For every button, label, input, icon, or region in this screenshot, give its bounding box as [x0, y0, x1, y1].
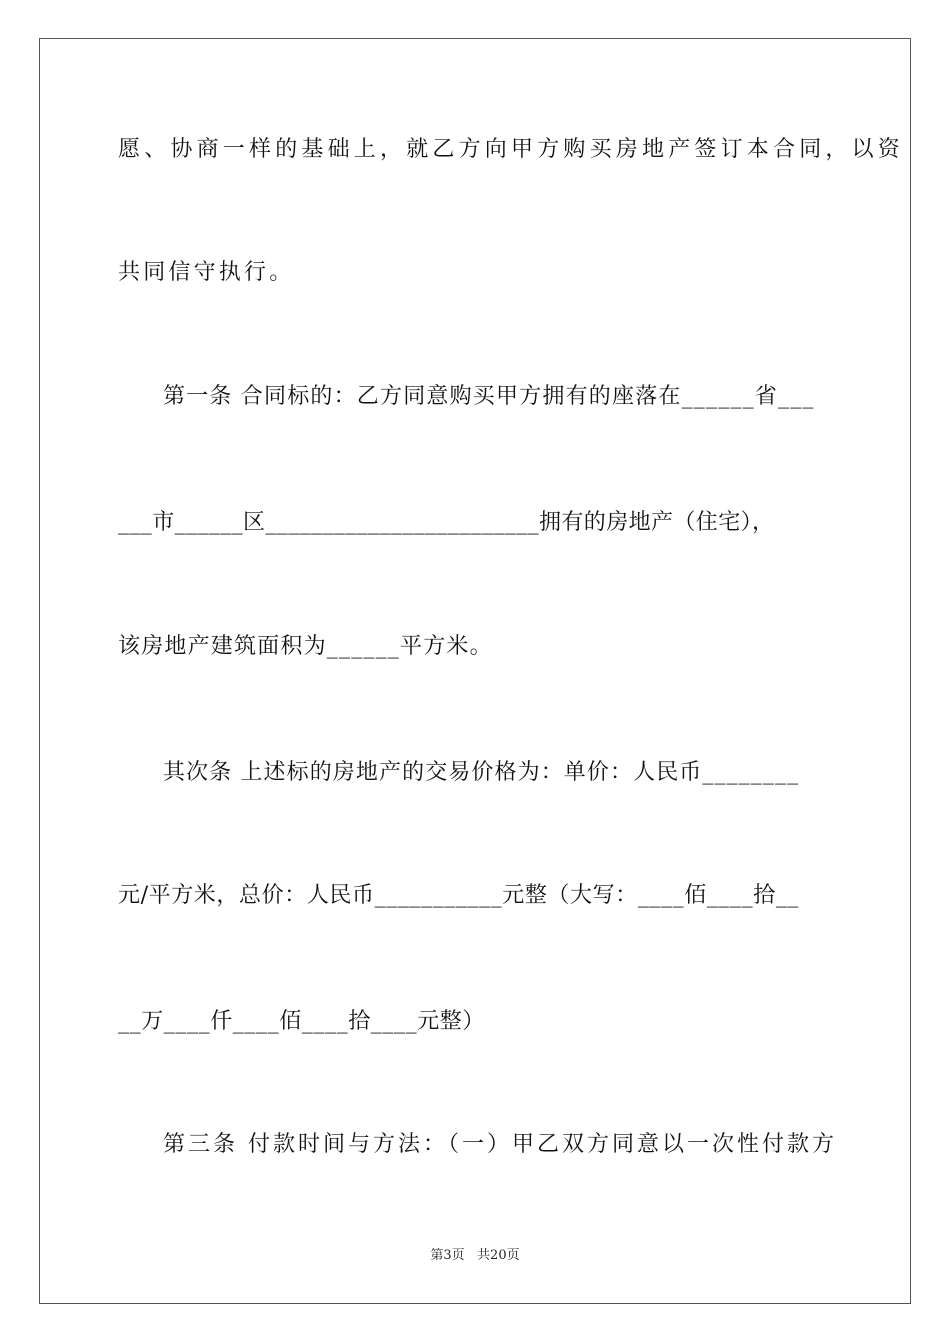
body-text-line-2: 共同信守执行。 — [118, 260, 295, 285]
article-2-line-1: 其次条 上述标的房地产的交易价格为：单价：人民币________ — [163, 760, 800, 785]
article-1-line-2: ___市______区________________________拥有的房地产（住宅）， — [118, 510, 775, 535]
article-2-line-3: __万____仟____佰____拾____元整） — [118, 1009, 486, 1034]
article-1-line-1: 第一条 合同标的：乙方同意购买甲方拥有的座落在______省___ — [163, 384, 815, 409]
article-3-line-1: 第三条 付款时间与方法：（一）甲乙双方同意以一次性付款方 — [163, 1132, 837, 1157]
page-number-footer: 第3页 共20页 — [430, 1248, 520, 1263]
body-text-line-1: 愿、协商一样的基础上，就乙方向甲方购买房地产签订本合同，以资 — [118, 137, 905, 162]
page-border — [39, 38, 911, 1304]
article-1-line-3: 该房地产建筑面积为______平方米。 — [118, 634, 493, 659]
article-2-line-2: 元/平方米，总价：人民币___________元整（大写：____佰____拾__ — [118, 883, 800, 908]
